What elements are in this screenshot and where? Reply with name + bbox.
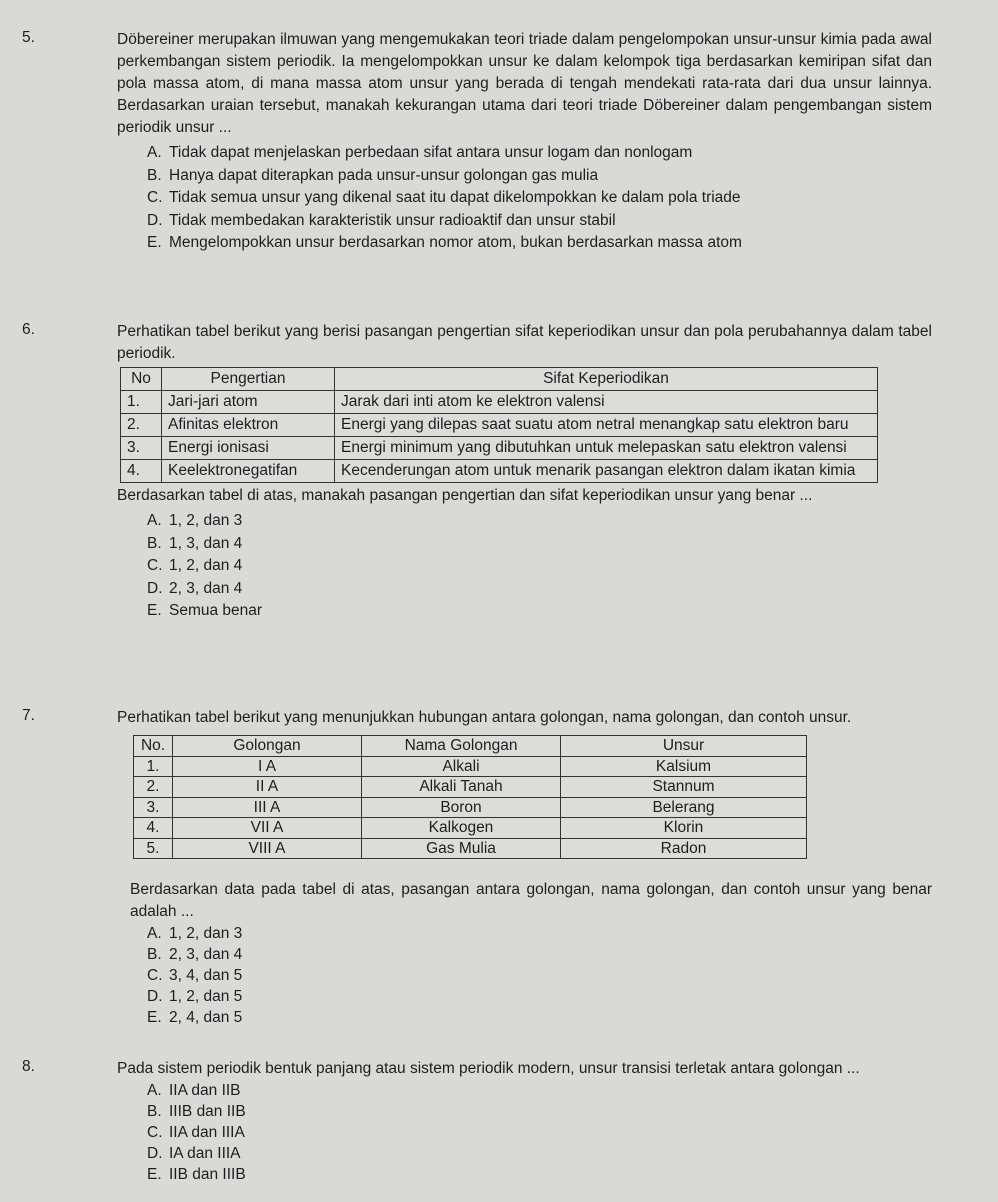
cell: III A: [173, 797, 362, 818]
option-letter: D.: [147, 211, 163, 229]
table-row: [134, 838, 807, 859]
options: [147, 1080, 932, 1185]
cell: VIII A: [173, 838, 362, 859]
cell: 1.: [134, 756, 173, 777]
cell: Energi ionisasi: [162, 437, 335, 460]
option-letter: B.: [147, 534, 162, 552]
group-table: [133, 735, 807, 859]
question-text: Perhatikan tabel berikut yang berisi pasangan pengertian sifat keperiodikan unsur dan pola perubahannya dalam tabel periodik.: [117, 323, 932, 362]
option-letter: D.: [147, 1145, 163, 1162]
cell: Stannum: [561, 777, 807, 798]
option-text: IIA dan IIB: [169, 1082, 241, 1099]
cell: 3.: [134, 797, 173, 818]
option-text: 1, 2, dan 4: [169, 557, 243, 574]
table-row: [121, 460, 878, 483]
cell: Energi minimum yang dibutuhkan untuk melepaskan satu elektron valensi: [335, 437, 878, 460]
header-cell: Sifat Keperiodikan: [335, 368, 878, 391]
option-e[interactable]: [147, 600, 932, 623]
option-text: Semua benar: [169, 602, 263, 619]
option-text: Hanya dapat diterapkan pada unsur-unsur golongan gas mulia: [169, 166, 599, 184]
cell: 5.: [134, 838, 173, 859]
cell: 1.: [121, 391, 162, 414]
option-e[interactable]: [147, 1164, 932, 1185]
option-text: 2, 3, dan 4: [169, 579, 243, 597]
cell: 2.: [121, 414, 162, 437]
option-a[interactable]: [147, 510, 932, 533]
table-row: [121, 414, 878, 437]
follow-up-text: Berdasarkan tabel di atas, manakah pasangan pengertian dan sifat keperiodikan unsur yang benar ...: [117, 487, 813, 504]
option-letter: C.: [147, 557, 163, 574]
cell: I A: [173, 756, 362, 777]
option-letter: C.: [147, 1124, 163, 1141]
option-letter: C.: [147, 967, 163, 984]
question-number: 6.: [22, 321, 35, 338]
option-c[interactable]: [147, 1122, 932, 1143]
cell: Gas Mulia: [362, 838, 561, 859]
cell: VII A: [173, 818, 362, 839]
header-cell: Unsur: [561, 736, 807, 757]
option-letter: B.: [147, 1103, 162, 1120]
question-number: 8.: [22, 1058, 35, 1075]
cell: Radon: [561, 838, 807, 859]
cell: Kecenderungan atom untuk menarik pasangan elektron dalam ikatan kimia: [335, 460, 878, 483]
question-5: [22, 29, 932, 255]
option-c[interactable]: [147, 187, 932, 210]
option-text: 2, 4, dan 5: [169, 1009, 243, 1026]
option-text: IA dan IIIA: [169, 1145, 241, 1162]
question-text: Pada sistem periodik bentuk panjang atau sistem periodik modern, unsur transisi terletak antara golongan ...: [117, 1060, 860, 1077]
follow-up-text: Berdasarkan data pada tabel di atas, pasangan antara golongan, nama golongan, dan contoh unsur yang benar adalah ...: [130, 881, 932, 920]
option-text: 1, 3, dan 4: [169, 534, 243, 552]
question-8: [22, 1058, 932, 1185]
option-text: 2, 3, dan 4: [169, 946, 243, 963]
cell: Belerang: [561, 797, 807, 818]
option-text: Tidak membedakan karakteristik unsur radioaktif dan unsur stabil: [169, 211, 616, 229]
option-text: Tidak dapat menjelaskan perbedaan sifat antara unsur logam dan nonlogam: [169, 144, 693, 161]
option-text: 1, 2, dan 3: [169, 512, 243, 529]
question-text: Perhatikan tabel berikut yang menunjukkan hubungan antara golongan, nama golongan, dan contoh unsur.: [117, 709, 852, 726]
option-letter: A.: [147, 925, 162, 942]
cell: Klorin: [561, 818, 807, 839]
header-cell: Pengertian: [162, 368, 335, 391]
header-cell: No: [121, 368, 162, 391]
question-text: Döbereiner merupakan ilmuwan yang mengemukakan teori triade dalam pengelompokan unsur-unsur kimia pada awal perkembangan sistem periodik. Ia mengelompokkan unsur ke dalam kelompok tiga berdasarkan kemiripan sifat dan pola massa atom, di mana massa atom unsur yang berada di tengah mendekati rata-rata dari dua unsur lainnya. Berdasarkan uraian tersebut, manakah kekurangan utama dari teori triade Döbereiner dalam pengembangan sistem periodik unsur ...: [117, 31, 932, 136]
table-header-row: [134, 736, 807, 757]
option-c[interactable]: [147, 965, 932, 986]
question-6: [22, 321, 932, 623]
cell: Keelektronegatifan: [162, 460, 335, 483]
table-row: [134, 777, 807, 798]
option-b[interactable]: [147, 1101, 932, 1122]
table-row: [134, 756, 807, 777]
option-d[interactable]: [147, 1143, 932, 1164]
option-a[interactable]: [147, 142, 932, 165]
options: [147, 142, 932, 255]
question-number: 7.: [22, 707, 35, 724]
options: [147, 510, 932, 623]
option-text: IIIB dan IIB: [169, 1103, 246, 1120]
option-c[interactable]: [147, 555, 932, 578]
option-b[interactable]: [147, 165, 932, 188]
table-row: [121, 391, 878, 414]
periodic-properties-table: [120, 367, 878, 483]
question-number: 5.: [22, 29, 35, 46]
option-e[interactable]: [147, 232, 932, 255]
cell: 4.: [134, 818, 173, 839]
option-text: 1, 2, dan 5: [169, 988, 243, 1005]
options: [147, 923, 932, 1028]
cell: Jarak dari inti atom ke elektron valensi: [335, 391, 878, 414]
option-letter: D.: [147, 579, 163, 597]
header-cell: Golongan: [173, 736, 362, 757]
option-text: IIB dan IIIB: [169, 1166, 246, 1183]
cell: Alkali Tanah: [362, 777, 561, 798]
cell: Boron: [362, 797, 561, 818]
option-b[interactable]: [147, 533, 932, 556]
header-cell: Nama Golongan: [362, 736, 561, 757]
option-letter: E.: [147, 1009, 162, 1026]
cell: Afinitas elektron: [162, 414, 335, 437]
option-letter: D.: [147, 988, 163, 1005]
option-text: IIA dan IIIA: [169, 1124, 245, 1141]
option-d[interactable]: [147, 210, 932, 233]
cell: Jari-jari atom: [162, 391, 335, 414]
option-letter: C.: [147, 189, 163, 206]
question-7: [22, 707, 932, 1028]
option-text: Tidak semua unsur yang dikenal saat itu dapat dikelompokkan ke dalam pola triade: [169, 189, 741, 206]
option-letter: E.: [147, 602, 162, 619]
table-row: [134, 818, 807, 839]
option-b[interactable]: [147, 944, 932, 965]
option-d[interactable]: [147, 986, 932, 1007]
option-letter: B.: [147, 166, 162, 184]
option-e[interactable]: [147, 1007, 932, 1028]
cell: 2.: [134, 777, 173, 798]
table-header-row: [121, 368, 878, 391]
cell: 3.: [121, 437, 162, 460]
option-letter: A.: [147, 1082, 162, 1099]
option-a[interactable]: [147, 1080, 932, 1101]
cell: Energi yang dilepas saat suatu atom netral menangkap satu elektron baru: [335, 414, 878, 437]
option-text: Mengelompokkan unsur berdasarkan nomor atom, bukan berdasarkan massa atom: [169, 234, 742, 251]
cell: Kalsium: [561, 756, 807, 777]
table-row: [121, 437, 878, 460]
cell: Alkali: [362, 756, 561, 777]
option-text: 1, 2, dan 3: [169, 925, 243, 942]
option-letter: A.: [147, 512, 162, 529]
header-cell: No.: [134, 736, 173, 757]
option-letter: E.: [147, 1166, 162, 1183]
cell: 4.: [121, 460, 162, 483]
option-letter: A.: [147, 144, 162, 161]
option-letter: B.: [147, 946, 162, 963]
option-text: 3, 4, dan 5: [169, 967, 243, 984]
option-d[interactable]: [147, 578, 932, 601]
option-letter: E.: [147, 234, 162, 251]
cell: Kalkogen: [362, 818, 561, 839]
cell: II A: [173, 777, 362, 798]
table-row: [134, 797, 807, 818]
option-a[interactable]: [147, 923, 932, 944]
